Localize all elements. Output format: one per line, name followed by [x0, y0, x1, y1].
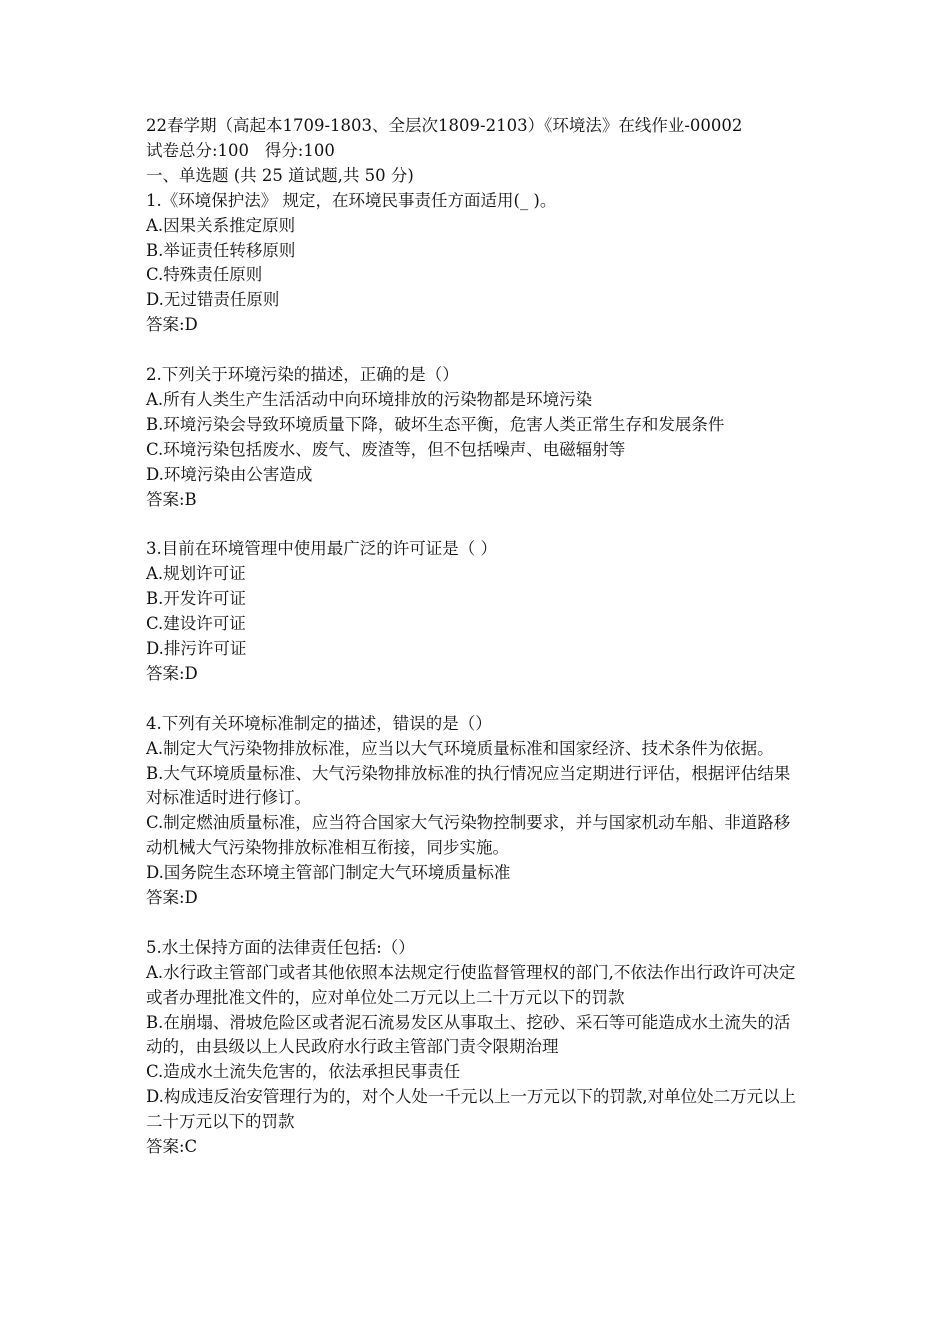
option-a: A.水行政主管部门或者其他依照本法规定行使监督管理权的部门,不依法作出行政许可决定或者办理批准文件的，应对单位处二万元以上二十万元以下的罚款	[146, 962, 796, 1007]
option-a: A.规划许可证	[146, 564, 246, 584]
answer: 答案:C	[146, 1137, 198, 1157]
answer: 答案:D	[146, 663, 198, 683]
option-c: C.制定燃油质量标准，应当符合国家大气污染物控制要求，并与国家机动车船、非道路移动机械大气污染物排放标准相互衔接，同步实施。	[146, 813, 791, 858]
option-c: C.特殊责任原则	[146, 265, 263, 285]
question-stem: 3.目前在环境管理中使用最广泛的许可证是（ ）	[146, 539, 497, 559]
question-2	[146, 363, 890, 512]
option-c: C.建设许可证	[146, 614, 246, 634]
option-d: D.无过错责任原则	[146, 290, 280, 310]
question-stem: 2.下列关于环境污染的描述，正确的是（）	[146, 365, 459, 385]
answer: 答案:B	[146, 489, 197, 509]
option-a: A.因果关系推定原则	[146, 215, 296, 235]
question-stem: 4.下列有关环境标准制定的描述，错误的是（）	[146, 713, 492, 733]
option-b: B.举证责任转移原则	[146, 240, 296, 260]
option-b: B.在崩塌、滑坡危险区或者泥石流易发区从事取土、挖砂、采石等可能造成水土流失的活动的，由县级以上人民政府水行政主管部门责令限期治理	[146, 1012, 791, 1057]
question-1	[146, 189, 890, 338]
option-b: B.开发许可证	[146, 589, 246, 609]
option-a: A.所有人类生产生活活动中向环境排放的污染物都是环境污染	[146, 389, 593, 409]
answer: 答案:D	[146, 315, 198, 335]
exam-title: 22春学期（高起本1709-1803、全层次1809-2103）《环境法》在线作业-00002	[146, 116, 743, 135]
question-5	[146, 936, 890, 1160]
section-heading: 一、单选题 (共 25 道试题,共 50 分)	[146, 165, 414, 185]
question-4	[146, 712, 890, 911]
question-stem: 5.水土保持方面的法律责任包括:（）	[146, 937, 415, 957]
option-c: C.环境污染包括废水、废气、废渣等，但不包括噪声、电磁辐射等	[146, 439, 626, 459]
option-d: D.环境污染由公害造成	[146, 464, 313, 484]
option-d: D.国务院生态环境主管部门制定大气环境质量标准	[146, 863, 511, 883]
option-c: C.造成水土流失危害的，依法承担民事责任	[146, 1062, 461, 1082]
option-b: B.大气环境质量标准、大气污染物排放标准的执行情况应当定期进行评估，根据评估结果对标准适时进行修订。	[146, 763, 791, 808]
option-b: B.环境污染会导致环境质量下降，破坏生态平衡，危害人类正常生存和发展条件	[146, 414, 725, 434]
answer: 答案:D	[146, 888, 198, 908]
option-d: D.排污许可证	[146, 639, 247, 658]
option-d: D.构成违反治安管理行为的，对个人处一千元以上一万元以下的罚款,对单位处二万元以上二十万元以下的罚款	[146, 1087, 797, 1132]
option-a: A.制定大气污染物排放标准，应当以大气环境质量标准和国家经济、技术条件为依据。	[146, 738, 774, 758]
question-stem: 1.《环境保护法》 规定，在环境民事责任方面适用(_ )。	[146, 190, 557, 210]
question-3	[146, 537, 890, 686]
score-line: 试卷总分:100 得分:100	[146, 140, 335, 160]
